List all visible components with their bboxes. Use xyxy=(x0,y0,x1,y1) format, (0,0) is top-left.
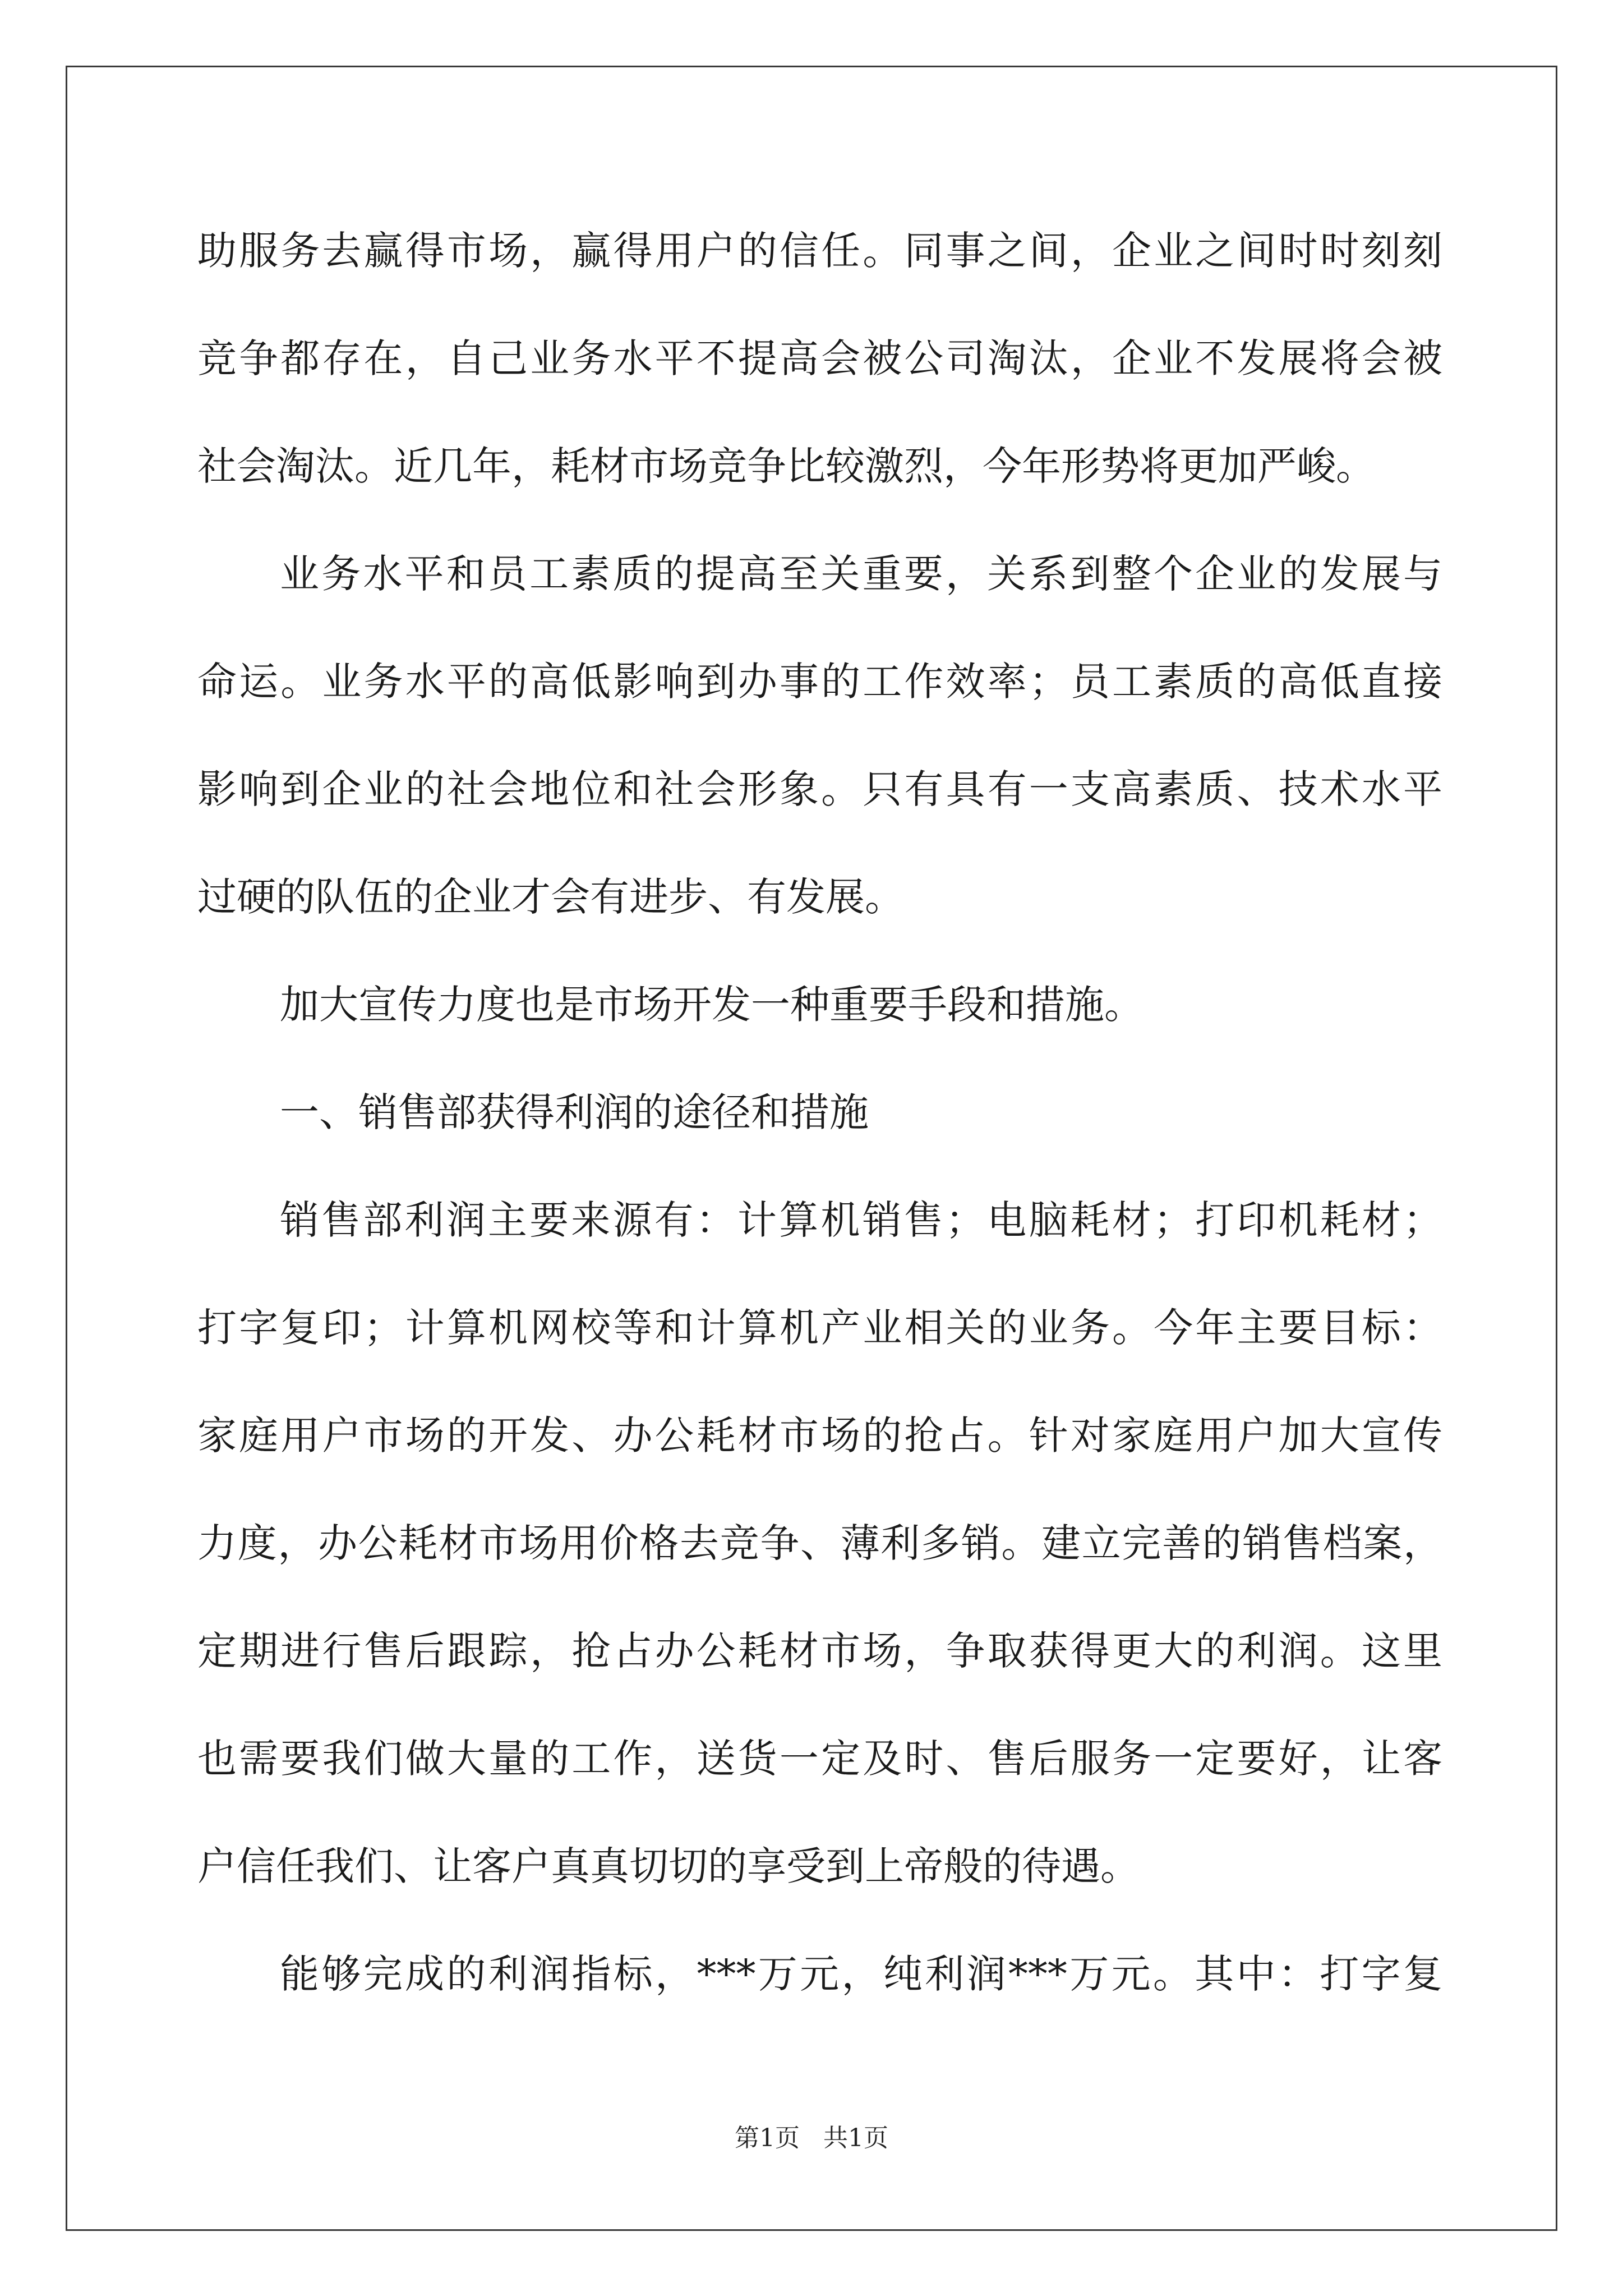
paragraph xyxy=(197,543,1442,974)
paragraph xyxy=(197,1189,1442,1943)
text-line: 一、销售部获得利润的途径和措施 xyxy=(280,1089,869,1135)
text-line: 销售部利润主要来源有：计算机销售；电脑耗材；打印机耗材； xyxy=(280,1197,1442,1243)
text-line: 能够完成的利润指标，***万元，纯利润***万元。其中：打字复 xyxy=(280,1951,1442,1997)
text-line: 打字复印；计算机网校等和计算机产业相关的业务。今年主要目标： xyxy=(197,1305,1442,1351)
page-total: 共1页 xyxy=(823,2124,888,2152)
page-number: 第1页 xyxy=(735,2124,800,2152)
text-line: 影响到企业的社会地位和社会形象。只有具有一支高素质、技术水平 xyxy=(197,766,1442,812)
text-line: 也需要我们做大量的工作，送货一定及时、售后服务一定要好，让客 xyxy=(197,1736,1442,1782)
text-line: 业务水平和员工素质的提高至关重要，关系到整个企业的发展与 xyxy=(280,551,1442,597)
text-line: 力度，办公耗材市场用价格去竞争、薄利多销。建立完善的销售档案， xyxy=(197,1520,1442,1566)
text-line: 命运。业务水平的高低影响到办事的工作效率；员工素质的高低直接 xyxy=(197,659,1442,705)
paragraph xyxy=(197,974,1442,1082)
text-line: 助服务去赢得市场，赢得用户的信任。同事之间，企业之间时时刻刻 xyxy=(197,228,1442,274)
text-line: 过硬的队伍的企业才会有进步、有发展。 xyxy=(197,874,904,920)
text-line: 户信任我们、让客户真真切切的享受到上帝般的待遇。 xyxy=(197,1843,1140,1889)
text-line: 加大宣传力度也是市场开发一种重要手段和措施。 xyxy=(280,982,1144,1028)
section-heading xyxy=(197,1082,1442,1189)
page-footer xyxy=(0,2122,1623,2155)
text-line: 定期进行售后跟踪，抢占办公耗材市场，争取获得更大的利润。这里 xyxy=(197,1628,1442,1674)
paragraph xyxy=(197,220,1442,543)
text-line: 家庭用户市场的开发、办公耗材市场的抢占。针对家庭用户加大宣传 xyxy=(197,1412,1442,1458)
text-line: 竞争都存在，自己业务水平不提高会被公司淘汰，企业不发展将会被 xyxy=(197,335,1442,381)
text-line: 社会淘汰。近几年，耗材市场竞争比较激烈，今年形势将更加严峻。 xyxy=(197,443,1375,489)
paragraph xyxy=(197,1943,1442,2051)
document-body xyxy=(197,220,1442,2051)
